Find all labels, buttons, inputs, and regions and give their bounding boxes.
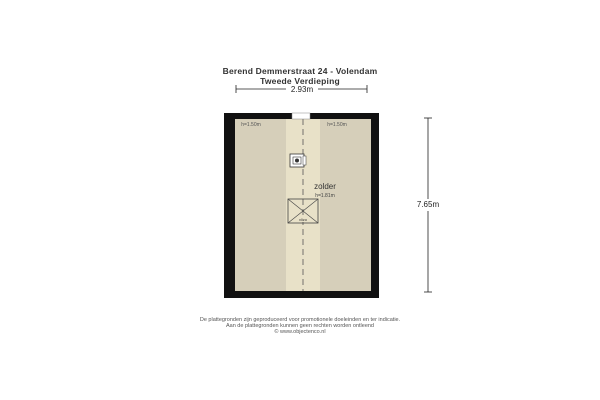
room-height: h=1.81m (315, 193, 335, 199)
width-dimension (236, 85, 367, 94)
left-height-label: h=1.50m (241, 122, 261, 128)
copyright-line: © www.objectenco.nl (274, 329, 326, 335)
room-name: zolder (314, 182, 336, 191)
disclaimer-line-1: De plattegronden zijn geproduceerd voor promotionele doeleinden en ter indicatie. (199, 317, 401, 323)
disclaimer-line-2: Aan de plattegronden kunnen geen rechten worden ontleend (225, 323, 374, 329)
height-dimension-label: 7.65m (416, 200, 440, 209)
hatch-label: vlizo (298, 217, 308, 222)
roof-window-icon (290, 154, 306, 167)
top-wall-opening (292, 113, 310, 119)
address-title: Berend Demmerstraat 24 - Volendam (222, 66, 378, 76)
right-height-label: h=1.50m (327, 122, 347, 128)
height-dimension (411, 118, 445, 292)
floor-title: Tweede Verdieping (260, 76, 340, 86)
width-dimension-label: 2.93m (290, 85, 314, 94)
